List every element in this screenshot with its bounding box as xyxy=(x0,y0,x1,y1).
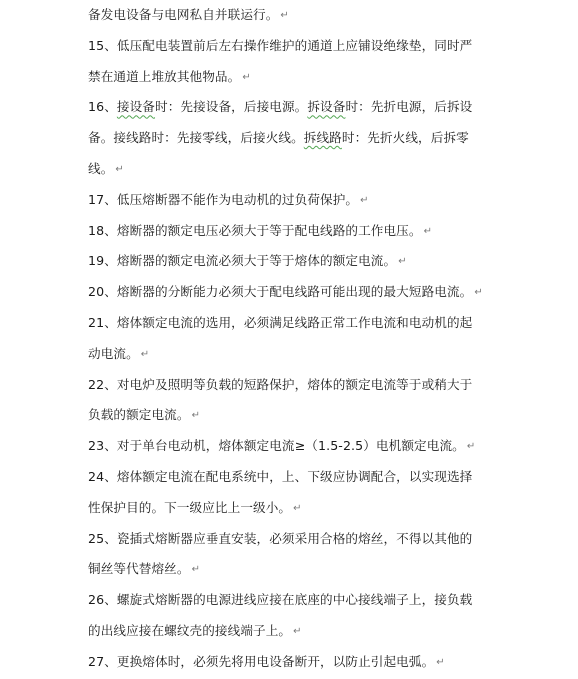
line-text: 17、低压熔断器不能作为电动机的过负荷保护。 xyxy=(88,191,359,207)
line-text: 铜丝等代替熔丝。 xyxy=(88,561,190,577)
line-text: 时：先折电源，后拆设 xyxy=(345,99,473,115)
text-line xyxy=(88,216,500,247)
paragraph-mark-icon: ↵ xyxy=(140,348,150,360)
line-text: 26、螺旋式熔断器的电源进线应接在底座的中心接线端子上，接负载 xyxy=(88,592,473,608)
paragraph-mark-icon: ↵ xyxy=(242,71,251,83)
line-text: 15、低压配电装置前后左右操作维护的通道上应铺设绝缘垫，同时严 xyxy=(88,37,473,53)
text-line xyxy=(88,647,500,678)
line-text: 负载的额定电流。 xyxy=(88,407,190,423)
text-line xyxy=(88,123,500,154)
paragraph-mark-icon: ↵ xyxy=(398,256,407,268)
line-text: 27、更换熔体时，必须先将用电设备断开，以防止引起电弧。 xyxy=(88,653,435,669)
text-line xyxy=(88,277,500,308)
paragraph-mark-icon: ↵ xyxy=(466,441,476,453)
line-text: 线。 xyxy=(88,160,114,176)
line-text: 备发电设备与电网私自并联运行。 xyxy=(88,7,279,22)
text-line xyxy=(88,462,500,493)
spellcheck-flagged-text: 接设备 xyxy=(116,99,156,115)
paragraph-mark-icon: ↵ xyxy=(474,287,483,299)
text-line xyxy=(88,308,500,339)
line-text: 22、对电炉及照明等负载的短路保护，熔体的额定电流等于或稍大于 xyxy=(88,376,473,392)
line-text: 禁在通道上堆放其他物品。 xyxy=(88,68,241,84)
text-line xyxy=(88,154,500,185)
line-text: 动电流。 xyxy=(88,345,139,361)
text-line xyxy=(88,92,500,123)
text-line xyxy=(88,493,500,524)
text-line xyxy=(88,554,500,585)
paragraph-mark-icon: ↵ xyxy=(191,410,201,422)
text-line xyxy=(88,616,500,647)
text-line xyxy=(88,370,500,401)
paragraph-mark-icon: ↵ xyxy=(360,194,369,206)
paragraph-mark-icon: ↵ xyxy=(423,225,433,237)
line-text: 性保护目的。下一级应比上一级小。 xyxy=(88,499,292,515)
line-text: 23、对于单台电动机，熔体额定电流≥（1.5-2.5）电机额定电流。 xyxy=(88,438,465,454)
document-page xyxy=(88,0,500,678)
paragraph-mark-icon: ↵ xyxy=(436,656,445,668)
line-text: 18、熔断器的额定电压必须大于等于配电线路的工作电压。 xyxy=(88,222,422,238)
line-text: 24、熔体额定电流在配电系统中，上、下级应协调配合，以实现选择 xyxy=(88,468,473,484)
paragraph-mark-icon: ↵ xyxy=(115,163,124,175)
text-line xyxy=(88,62,500,93)
line-text: 20、熔断器的分断能力必须大于配电线路可能出现的最大短路电流。 xyxy=(88,284,473,300)
line-text: 25、瓷插式熔断器应垂直安装，必须采用合格的熔丝，不得以其他的 xyxy=(88,530,473,546)
line-text: 备。接线路时：先接零线，后接火线。 xyxy=(88,130,304,146)
paragraph-mark-icon: ↵ xyxy=(293,625,302,637)
line-text: 的出线应接在螺纹壳的接线端子上。 xyxy=(88,622,292,638)
text-line xyxy=(88,246,500,277)
line-text: 19、熔断器的额定电流必须大于等于熔体的额定电流。 xyxy=(88,253,397,269)
text-line xyxy=(88,0,500,31)
text-line xyxy=(88,185,500,216)
paragraph-mark-icon: ↵ xyxy=(280,10,289,21)
line-text: 16、 xyxy=(88,99,117,115)
paragraph-mark-icon: ↵ xyxy=(293,502,302,514)
text-line xyxy=(88,339,500,370)
text-line xyxy=(88,400,500,431)
line-text: 21、熔体额定电流的选用，必须满足线路正常工作电流和电动机的起 xyxy=(88,314,473,330)
spellcheck-flagged-text: 拆设备 xyxy=(307,99,346,115)
text-line xyxy=(88,431,500,462)
line-text: 时：先接设备，后接电源。 xyxy=(155,99,308,115)
line-text: 时：先折火线，后拆零 xyxy=(341,130,469,146)
text-line xyxy=(88,524,500,555)
text-line xyxy=(88,31,500,62)
paragraph-mark-icon: ↵ xyxy=(191,564,201,576)
text-line xyxy=(88,585,500,616)
spellcheck-flagged-text: 拆线路 xyxy=(303,130,342,146)
